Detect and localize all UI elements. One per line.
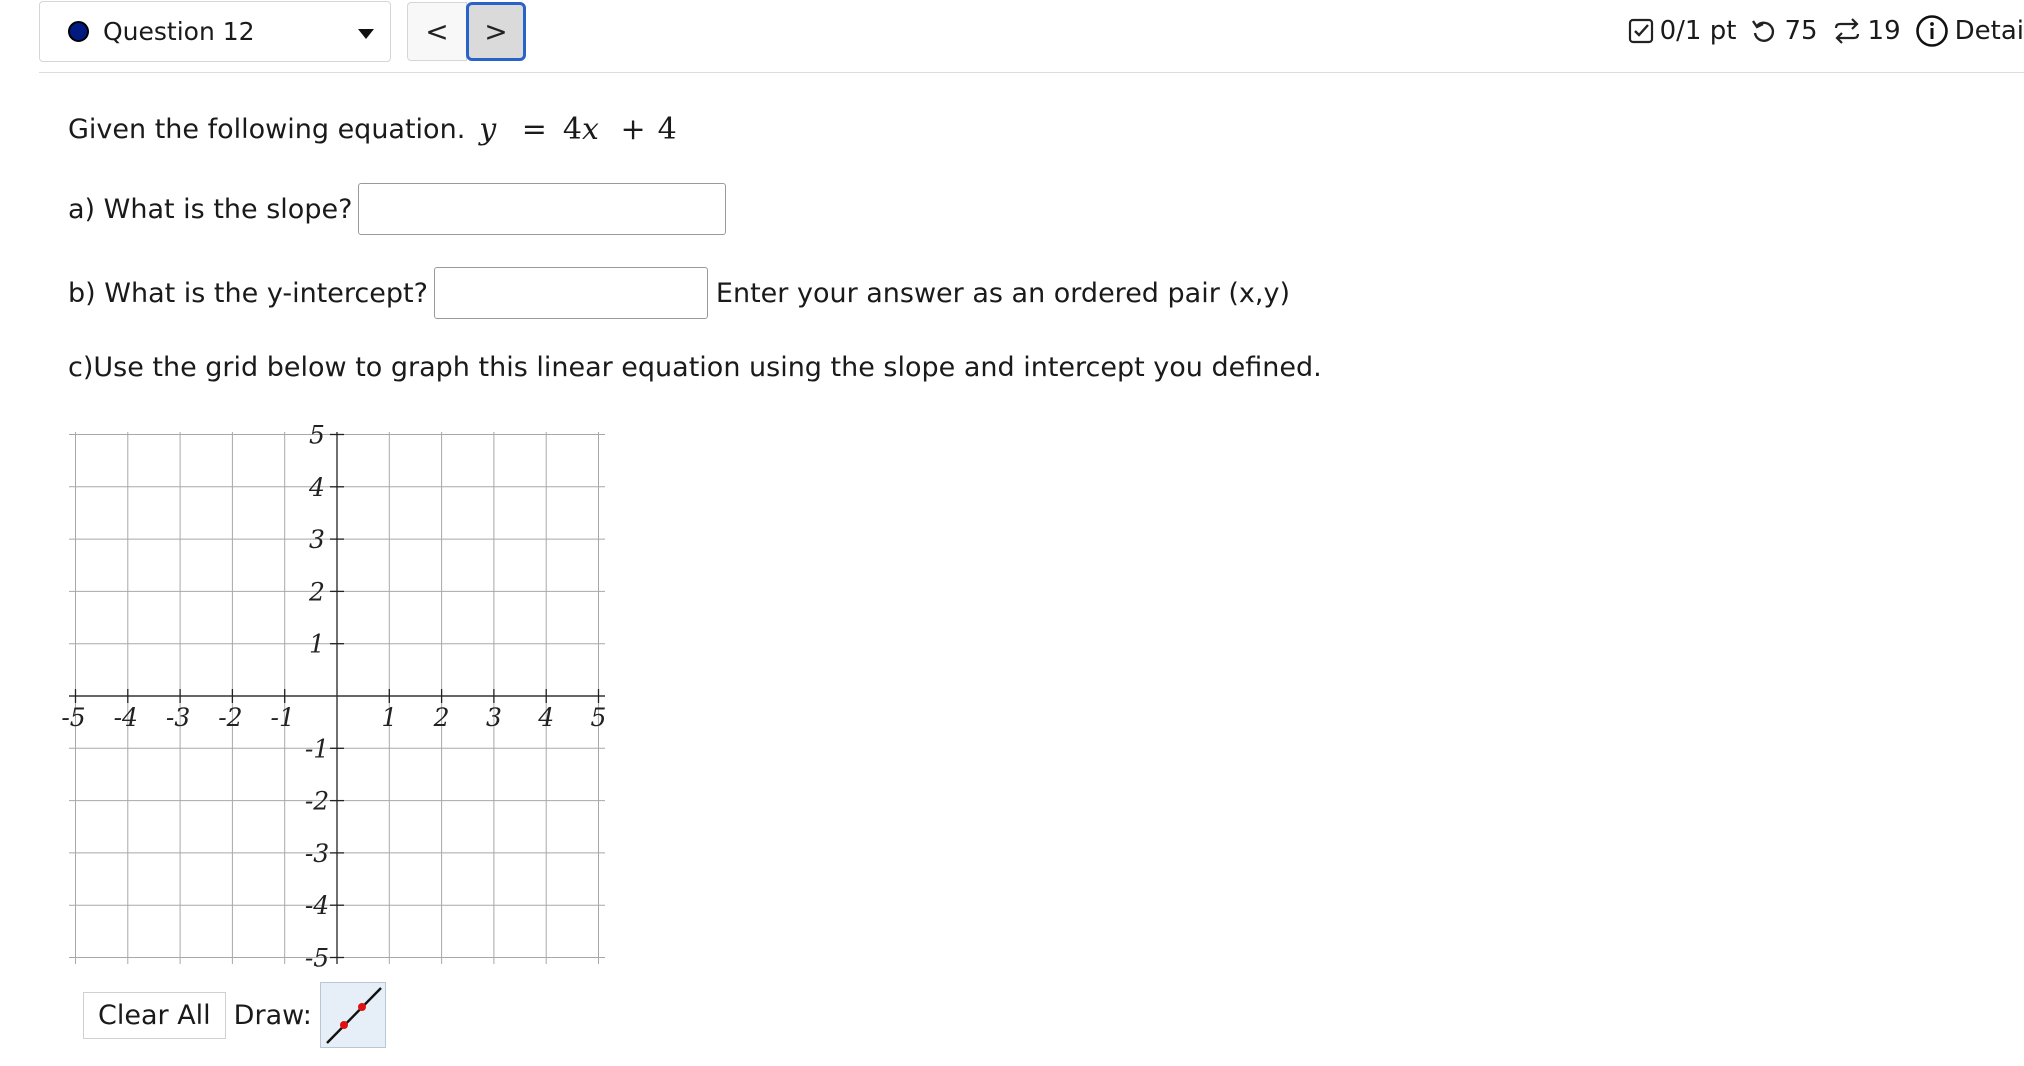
x-tick-label: -2	[218, 703, 243, 732]
x-tick-label: 4	[538, 703, 555, 732]
previous-question-button[interactable]: <	[407, 2, 467, 61]
part-c-line	[68, 352, 1322, 383]
equation	[479, 112, 676, 147]
coordinate-grid[interactable]	[61, 420, 624, 974]
swap-arrows-icon	[1832, 17, 1862, 45]
y-tick-label: 5	[309, 420, 325, 450]
graph-area[interactable]	[61, 420, 624, 978]
clear-all-button[interactable]: Clear All	[83, 992, 226, 1039]
question-status-dot	[68, 21, 89, 42]
part-a-line	[68, 183, 726, 235]
part-c-label: c)Use the grid below to graph this linear equation using the slope and intercept you defined.	[68, 352, 1322, 383]
question-intro: Given the following equation.	[68, 114, 466, 145]
question-selector-label: Question 12	[103, 17, 255, 46]
x-tick-label: -1	[270, 703, 295, 732]
eq-coef: 4	[562, 112, 583, 147]
eq-plus: +	[620, 112, 646, 147]
y-tick-label: 2	[309, 577, 325, 607]
header-divider	[39, 72, 2024, 73]
question-intro-line	[68, 112, 677, 147]
x-tick-label: -3	[165, 703, 191, 732]
y-tick-label: -4	[304, 891, 330, 921]
attempts-text: 75	[1784, 16, 1818, 46]
x-tick-label: -4	[113, 703, 138, 732]
x-tick-label: 3	[485, 703, 502, 732]
question-status-bar	[1628, 11, 2024, 51]
retries-text: 19	[1867, 16, 1901, 46]
score-text: 0/1 pt	[1659, 16, 1737, 46]
line-tool-icon	[321, 983, 385, 1047]
part-b-line	[68, 267, 1290, 319]
details-link[interactable]	[1915, 14, 2024, 48]
graph-toolbar	[83, 982, 386, 1048]
intercept-input[interactable]	[434, 267, 708, 319]
part-a-label: a) What is the slope?	[68, 193, 353, 225]
y-tick-label: -3	[304, 838, 330, 868]
checkbox-icon	[1628, 18, 1654, 44]
next-question-button[interactable]: >	[466, 2, 526, 61]
y-tick-label: 3	[309, 525, 325, 555]
retries-indicator	[1832, 16, 1901, 46]
slope-input[interactable]	[358, 183, 726, 235]
y-tick-label: 1	[309, 629, 325, 659]
x-tick-label: 2	[433, 703, 450, 732]
eq-const: 4	[657, 112, 677, 147]
attempts-indicator	[1750, 16, 1817, 46]
eq-var: x	[582, 112, 599, 147]
retry-icon	[1750, 17, 1778, 45]
y-tick-label: -1	[304, 734, 330, 764]
y-tick-label: -5	[304, 943, 330, 973]
score-indicator	[1628, 16, 1737, 46]
part-b-hint: Enter your answer as an ordered pair (x,y)	[715, 277, 1290, 309]
x-tick-label: 5	[590, 703, 607, 732]
y-tick-label: 4	[309, 472, 325, 502]
axes	[69, 432, 605, 964]
info-icon	[1915, 14, 1949, 48]
eq-lhs: y	[479, 112, 497, 147]
question-selector[interactable]	[39, 1, 391, 62]
x-tick-label: 1	[381, 703, 398, 732]
y-tick-label: -2	[304, 786, 330, 816]
line-tool-button[interactable]	[320, 982, 386, 1048]
x-tick-label: -5	[61, 703, 86, 732]
details-text: Detai	[1954, 16, 2024, 46]
caret-down-icon	[358, 29, 374, 39]
part-b-label: b) What is the y-intercept?	[68, 277, 428, 309]
draw-label: Draw:	[233, 999, 312, 1031]
eq-equals: =	[521, 112, 547, 147]
